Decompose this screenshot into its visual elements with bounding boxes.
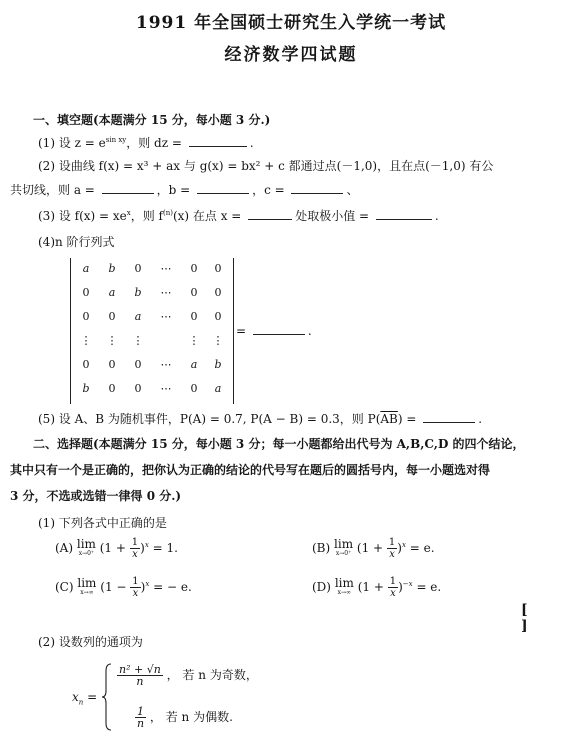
sequence-lhs — [72, 690, 97, 706]
answer-blank-b[interactable] — [197, 182, 249, 194]
lim-sub: x→0⁺ — [78, 549, 95, 557]
frac-num: 1 — [389, 576, 397, 587]
det-cell: a — [214, 382, 222, 395]
expr-exponent: −x — [402, 580, 413, 588]
question-1-3 — [38, 207, 439, 224]
q3-derivative-order: (n) — [162, 209, 173, 217]
det-cell: ⋮ — [106, 334, 118, 347]
determinant-equals — [236, 323, 312, 338]
case1-cond: ， 若 n 为奇数， — [166, 668, 258, 682]
det-cell: 0 — [134, 262, 142, 275]
q3-text-a: (3) 设 f(x) = xe — [38, 209, 127, 223]
expr-close: ) — [140, 541, 145, 555]
det-cell: 0 — [134, 358, 142, 371]
det-cell: 0 — [82, 286, 90, 299]
xn-var: x — [72, 690, 79, 704]
section2-heading-line3: 3 分，不选或选错一律得 0 分.) — [10, 489, 182, 503]
det-cell: 0 — [214, 262, 222, 275]
det-cell: ⋮ — [132, 334, 144, 347]
q3-text-d: 处取极小值 = — [295, 209, 370, 223]
lim-text: lim — [334, 575, 354, 590]
answer-blank-x[interactable] — [248, 208, 292, 220]
option-b-label: (B) — [312, 541, 331, 555]
expr-close: ) — [397, 541, 402, 555]
q1-text-a: (1) 设 z = e — [38, 136, 106, 150]
answer-bracket[interactable]: [ ] — [521, 602, 544, 634]
expr-rhs: = − e. — [153, 580, 192, 594]
expr-exponent: x — [401, 541, 406, 549]
det-cell: 0 — [108, 358, 116, 371]
frac-den: x — [389, 549, 395, 560]
det-cell: 0 — [190, 382, 198, 395]
answer-blank-prob[interactable] — [423, 411, 475, 423]
expr-open: (1 + — [356, 541, 384, 555]
lim-sub: x→0⁺ — [335, 549, 352, 557]
det-cell: ⋯ — [160, 310, 172, 323]
lim-sub: x→∞ — [80, 588, 94, 596]
case1-den: n — [136, 675, 144, 688]
question-2-1-label: (1) 下列各式中正确的是 — [38, 516, 167, 530]
det-cell: 0 — [214, 286, 222, 299]
section1-heading: 一、填空题(本题满分 15 分，每小题 3 分.) — [33, 113, 271, 127]
frac-num: 1 — [131, 537, 139, 548]
case2-cond: ， 若 n 为偶数. — [149, 710, 233, 724]
question-1-5 — [38, 410, 482, 427]
q1-text-b: ，则 dz = — [126, 136, 182, 150]
det-cell: 0 — [214, 310, 222, 323]
det-cell: ⋮ — [212, 334, 224, 347]
question-1-2-line1: (2) 设曲线 f(x) = x³ + ax 与 g(x) = bx² + c 都通过点(－1,0)，且在点(－1,0) 有公 — [38, 159, 494, 173]
frac-den: x — [132, 588, 139, 599]
expr-rhs: = e. — [416, 580, 442, 594]
det-cell: a — [108, 286, 116, 299]
option-d — [312, 576, 441, 599]
q5-text-a: (5) 设 A、B 为随机事件，P(A) = 0.7, P(A − B) = 0.3，则 P( — [38, 412, 381, 426]
det-eq-sign: = — [236, 324, 247, 338]
q3-end: . — [434, 209, 439, 223]
answer-blank-a[interactable] — [102, 182, 154, 194]
lim-sub: x→∞ — [337, 588, 352, 596]
det-cell: 0 — [134, 382, 142, 395]
expr-rhs: = e. — [409, 541, 435, 555]
det-cell: 0 — [190, 262, 198, 275]
expr-exponent: x — [144, 541, 149, 549]
det-cell: b — [108, 262, 116, 275]
xn-sub: n — [78, 698, 84, 707]
det-cell: ⋯ — [160, 358, 172, 371]
q3-text-b: ，则 f — [130, 209, 163, 223]
q2-c-label: ，c = — [252, 183, 285, 197]
answer-blank-det[interactable] — [253, 323, 305, 335]
det-cell: ⋯ — [160, 262, 172, 275]
case2-den: n — [137, 717, 145, 730]
left-brace-icon — [102, 663, 112, 731]
expr-close: ) — [398, 580, 403, 594]
det-cell: a — [134, 310, 142, 323]
det-cell: b — [82, 382, 90, 395]
determinant — [70, 258, 234, 404]
question-1-2-line2 — [10, 181, 359, 198]
lim-text: lim — [77, 575, 97, 590]
exam-subtitle: 经济数学四试题 — [224, 45, 358, 65]
expr-exponent: x — [145, 580, 150, 588]
det-cell: ⋮ — [188, 334, 200, 347]
expr-open: (1 + — [99, 541, 126, 555]
option-d-label: (D) — [312, 580, 331, 594]
q5-text-b: ) = — [397, 412, 417, 426]
expr-rhs: = 1. — [152, 541, 178, 555]
det-cell: a — [82, 262, 90, 275]
answer-blank-c[interactable] — [291, 182, 343, 194]
option-a — [55, 537, 178, 560]
expr-close: ) — [140, 580, 146, 594]
frac-num: 1 — [388, 537, 396, 548]
det-cell: ⋯ — [160, 382, 172, 395]
frac-den: x — [390, 588, 396, 599]
det-cell: 0 — [82, 358, 90, 371]
q3-text-c: (x) 在点 x = — [172, 209, 242, 223]
det-end: . — [307, 324, 312, 338]
det-cell: b — [134, 286, 142, 299]
q2-a-label: 共切线，则 a = — [10, 183, 95, 197]
question-1-4-label: (4)n 阶行列式 — [38, 235, 115, 249]
option-c-label: (C) — [55, 580, 74, 594]
case2-num: 1 — [135, 706, 146, 718]
frac-den: x — [132, 549, 138, 560]
option-b — [312, 537, 435, 560]
expr-open: (1 − — [100, 580, 127, 594]
q1-exponent: sin xy — [105, 136, 127, 144]
section2-heading-line1: 二、选择题(本题满分 15 分，每小题 3 分；每一小题都给出代号为 A,B,C,D 的四个结论， — [33, 437, 525, 451]
q5-complement-AB: $\overline{AB}$ — [380, 412, 398, 426]
det-cell: ⋯ — [160, 286, 172, 299]
q3-exponent: x — [126, 209, 131, 217]
lim-text: lim — [334, 536, 354, 551]
question-2-2-label: (2) 设数列的通项为 — [38, 635, 143, 649]
frac-num: 1 — [132, 576, 139, 587]
q2-b-label: ，b = — [156, 183, 191, 197]
xn-eq: = — [87, 690, 98, 704]
det-cell: 0 — [108, 310, 116, 323]
det-cell: 0 — [108, 382, 116, 395]
det-cell: 0 — [190, 286, 198, 299]
det-cell: ⋮ — [80, 334, 92, 347]
det-cell: 0 — [82, 310, 90, 323]
answer-blank[interactable] — [189, 135, 247, 147]
section2-heading-line2: 其中只有一个是正确的，把你认为正确的结论的代号写在题后的圆括号内，每一小题选对得 — [10, 463, 491, 477]
expr-open: (1 + — [357, 580, 384, 594]
det-cell: a — [190, 358, 198, 371]
case1-num: n² + √n — [119, 663, 161, 676]
question-1-1: (1) 设 $z = e^{sin xy}$，则 dz = . — [38, 136, 254, 150]
lim-text: lim — [76, 536, 96, 551]
det-cell: 0 — [190, 310, 198, 323]
option-a-label: (A) — [55, 541, 74, 555]
q5-end: . — [478, 412, 483, 426]
answer-blank-min[interactable] — [376, 208, 432, 220]
q2-end: 、 — [346, 183, 359, 197]
case-even — [135, 706, 233, 729]
det-cell: b — [214, 358, 222, 371]
exam-title: 1991 年全国硕士研究生入学统一考试 — [135, 13, 447, 33]
option-c — [55, 576, 192, 599]
case-odd — [117, 664, 258, 687]
